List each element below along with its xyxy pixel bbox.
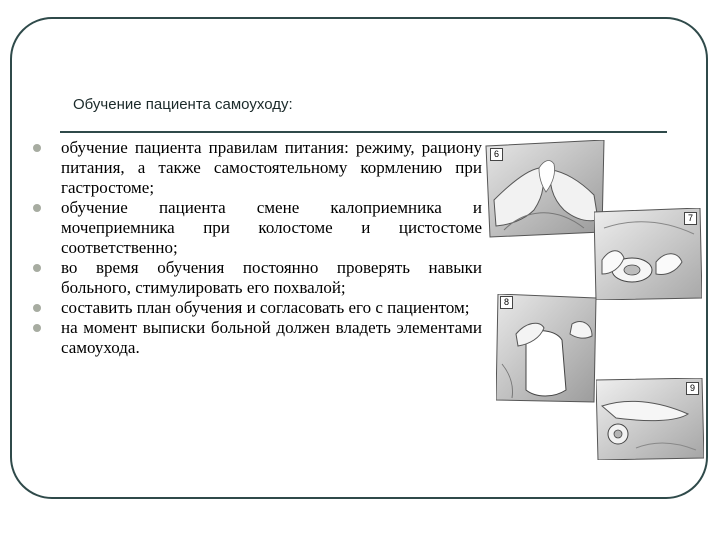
list-item-text: во время обучения постоянно проверять навыки больного, стимулировать его похвалой; [61,258,482,297]
bullet-icon [33,144,41,152]
illustration-number: 7 [684,212,697,225]
bullet-list [32,138,482,358]
list-item-text: обучение пациента смене калоприемника и мочеприемника при колостоме и цистостоме соответственно; [61,198,482,257]
list-item-text: обучение пациента правилам питания: режиму, рациону питания, а также самостоятельному кормлению при гастростоме; [61,138,482,197]
title-divider [60,131,667,133]
bullet-icon [33,204,41,212]
list-item-text: составить план обучения и согласовать его с пациентом; [61,298,470,317]
list-item [32,318,482,358]
list-item-text: на момент выписки больной должен владеть элементами самоухода. [61,318,482,357]
illustration-group [480,138,705,458]
illustration-7 [594,208,702,300]
illustration-number: 6 [490,148,503,161]
list-item [32,258,482,298]
illustration-number: 8 [500,296,513,309]
illustration-number: 9 [686,382,699,395]
slide-title: Обучение пациента самоуходу: [73,96,293,113]
list-item [32,198,482,258]
list-item [32,298,482,318]
bullet-icon [33,304,41,312]
illustration-8 [496,294,598,404]
bullet-icon [33,264,41,272]
illustration-9 [596,378,704,460]
list-item [32,138,482,198]
bullet-icon [33,324,41,332]
illustration-6 [484,140,606,238]
pouch-attach-icon [496,294,598,404]
